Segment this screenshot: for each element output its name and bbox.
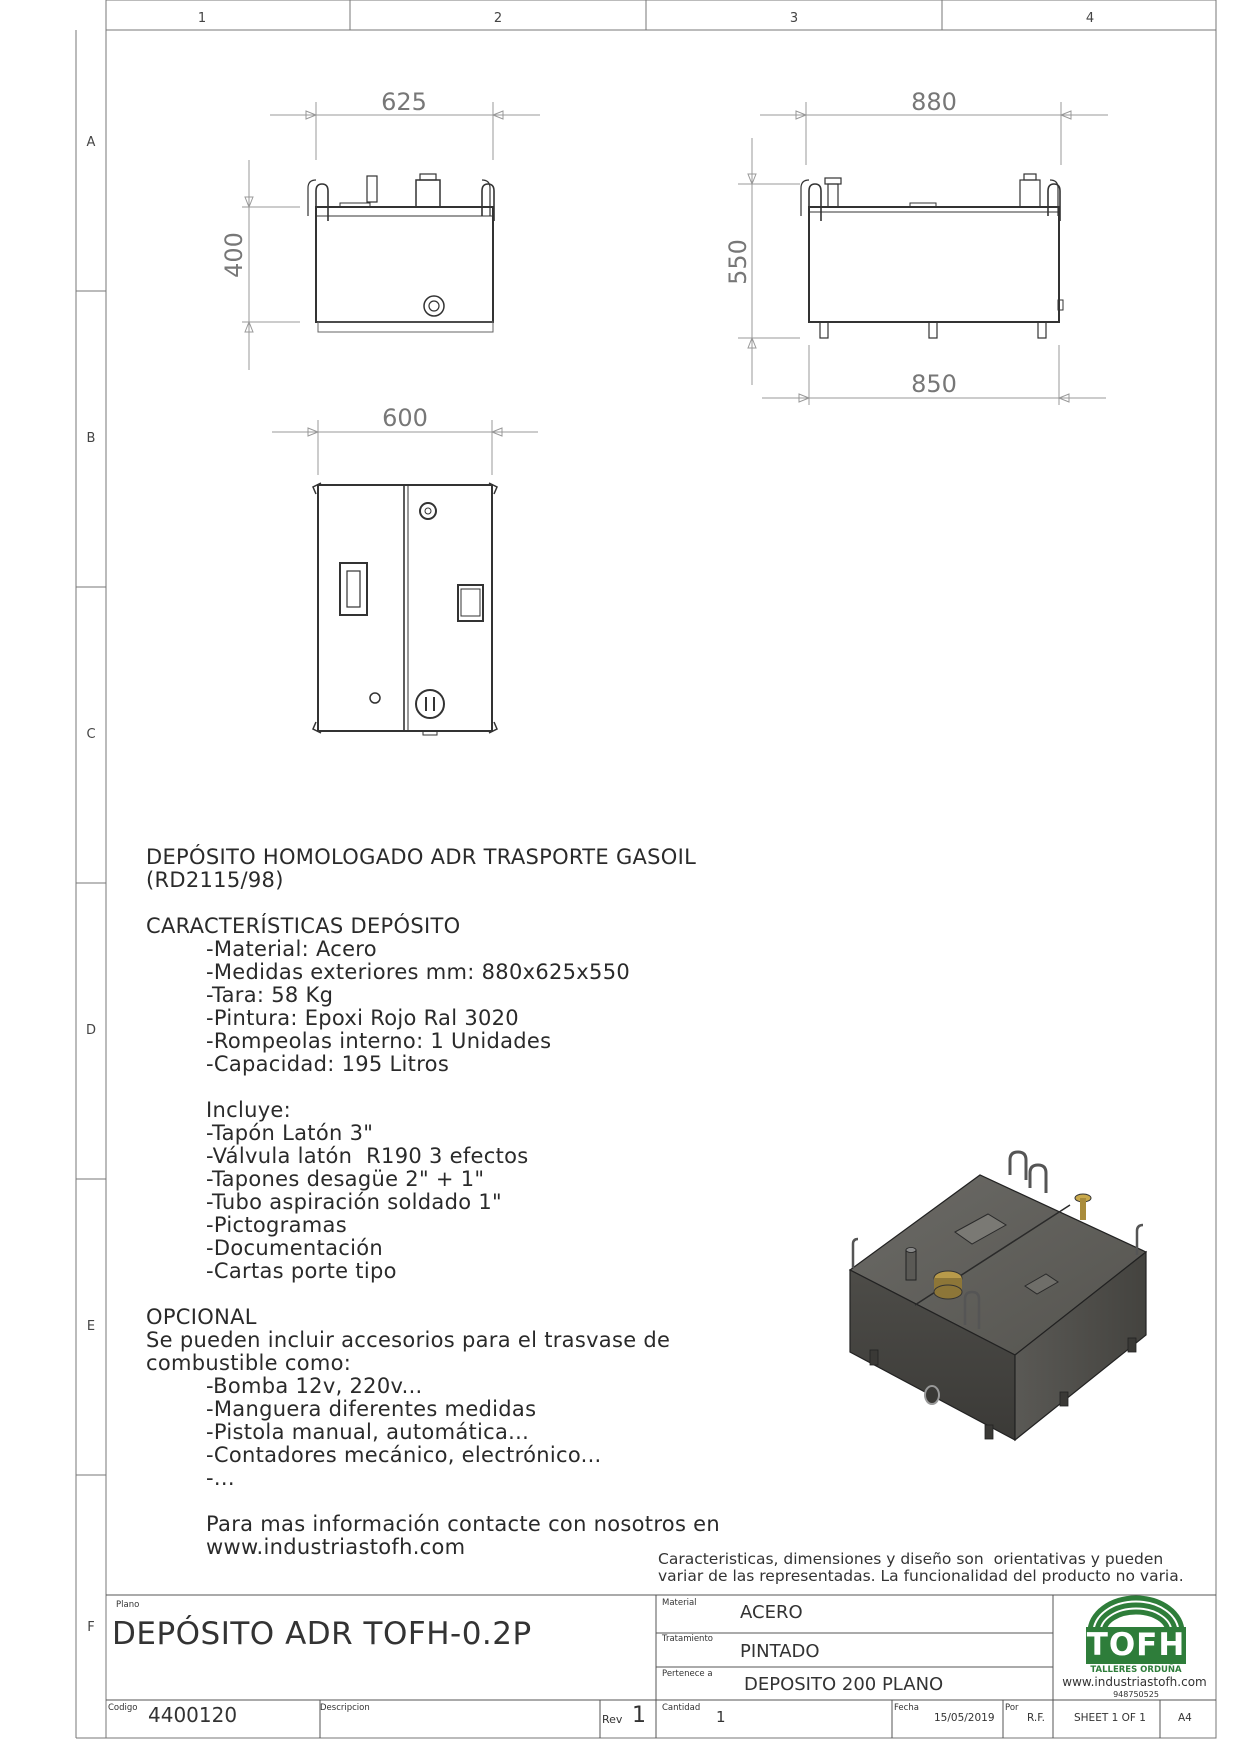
dimension-side-height: 550	[724, 239, 752, 285]
tank-3d-render	[850, 1152, 1146, 1440]
por-value: R.F.	[1027, 1712, 1045, 1724]
grid-row-e: E	[86, 1319, 96, 1334]
disclaimer-line: variar de las representadas. La funcionalidad del producto no varia.	[658, 1567, 1184, 1585]
grid-row-b: B	[86, 431, 96, 446]
includes-item: -Tubo aspiración soldado 1"	[206, 1190, 502, 1214]
grid-col-2: 2	[493, 11, 503, 26]
material-label: Material	[662, 1598, 697, 1608]
optional-item: -Bomba 12v, 220v...	[206, 1374, 423, 1398]
dimension-side-width-top: 880	[911, 88, 957, 116]
cantidad-label: Cantidad	[662, 1703, 701, 1713]
optional-intro: Se pueden incluir accesorios para el trasvase de	[146, 1328, 671, 1352]
features-heading: CARACTERÍSTICAS DEPÓSITO	[146, 914, 461, 938]
feature-item: -Medidas exteriores mm: 880x625x550	[206, 960, 631, 984]
plano-label: Plano	[116, 1600, 140, 1610]
side-view	[801, 174, 1063, 338]
grid-col-4: 4	[1085, 11, 1095, 26]
fecha-label: Fecha	[894, 1703, 919, 1713]
tofh-logo-subtitle: TALLERES ORDUÑA	[1090, 1665, 1182, 1675]
sheet-size: A4	[1178, 1712, 1192, 1724]
grid-row-f: F	[87, 1620, 95, 1635]
material-value: ACERO	[740, 1602, 803, 1623]
codigo-label: Codigo	[108, 1703, 138, 1713]
cantidad-value: 1	[716, 1708, 726, 1726]
includes-heading: Incluye:	[206, 1098, 292, 1122]
pertenece-value: DEPOSITO 200 PLANO	[744, 1674, 944, 1695]
optional-item: -...	[206, 1466, 235, 1490]
grid-row-a: A	[86, 135, 96, 150]
includes-item: -Documentación	[206, 1236, 383, 1260]
product-title: DEPÓSITO HOMOLOGADO ADR TRASPORTE GASOIL	[146, 845, 697, 869]
includes-item: -Válvula latón R190 3 efectos	[206, 1144, 529, 1168]
codigo-value: 4400120	[148, 1703, 238, 1727]
optional-heading: OPCIONAL	[146, 1305, 257, 1329]
dimension-top-width: 600	[382, 404, 428, 432]
pertenece-label: Pertenece a	[662, 1669, 713, 1679]
grid-row-d: D	[85, 1023, 97, 1038]
front-view	[308, 174, 494, 332]
tratamiento-label: Tratamiento	[662, 1634, 713, 1644]
drawing-title: DEPÓSITO ADR TOFH-0.2P	[112, 1616, 532, 1652]
rev-label: Rev	[602, 1713, 623, 1726]
company-website: www.industriastofh.com	[1062, 1675, 1207, 1689]
tofh-logo-brand: TOFH	[1086, 1627, 1186, 1663]
dimension-front-height: 400	[220, 232, 248, 278]
disclaimer-line: Caracteristicas, dimensiones y diseño son orientativas y pueden	[658, 1550, 1164, 1568]
company-phone: 948750525	[1113, 1690, 1159, 1699]
dimension-side-width-bottom: 850	[911, 370, 957, 398]
grid-row-c: C	[86, 727, 96, 742]
side-view-dimensions	[738, 102, 1108, 405]
includes-item: -Tapón Latón 3"	[206, 1121, 374, 1145]
fecha-value: 15/05/2019	[934, 1712, 995, 1724]
optional-item: -Pistola manual, automática...	[206, 1420, 530, 1444]
grid-col-3: 3	[789, 11, 799, 26]
feature-item: -Pintura: Epoxi Rojo Ral 3020	[206, 1006, 519, 1030]
grid-row-labels	[86, 135, 96, 1635]
optional-item: -Manguera diferentes medidas	[206, 1397, 537, 1421]
front-view-dimensions	[242, 102, 540, 370]
dimension-front-width: 625	[381, 88, 427, 116]
includes-item: -Pictogramas	[206, 1213, 347, 1237]
optional-item: -Contadores mecánico, electrónico...	[206, 1443, 602, 1467]
includes-item: -Tapones desagüe 2" + 1"	[206, 1167, 485, 1191]
feature-item: -Capacidad: 195 Litros	[206, 1052, 450, 1076]
includes-item: -Cartas porte tipo	[206, 1259, 397, 1283]
sheet-number: SHEET 1 OF 1	[1074, 1712, 1146, 1724]
feature-item: -Tara: 58 Kg	[206, 983, 334, 1007]
por-label: Por	[1005, 1703, 1019, 1713]
contact-website: www.industriastofh.com	[206, 1535, 466, 1559]
descripcion-label: Descripcion	[320, 1703, 370, 1713]
grid-col-1: 1	[197, 11, 207, 26]
contact-text: Para mas información contacte con nosotros en	[206, 1512, 721, 1536]
optional-intro: combustible como:	[146, 1351, 352, 1375]
feature-item: -Rompeolas interno: 1 Unidades	[206, 1029, 552, 1053]
product-regulation: (RD2115/98)	[146, 868, 284, 892]
top-view	[313, 483, 497, 735]
feature-item: -Material: Acero	[206, 937, 377, 961]
tratamiento-value: PINTADO	[740, 1641, 820, 1662]
rev-value: 1	[632, 1703, 646, 1728]
